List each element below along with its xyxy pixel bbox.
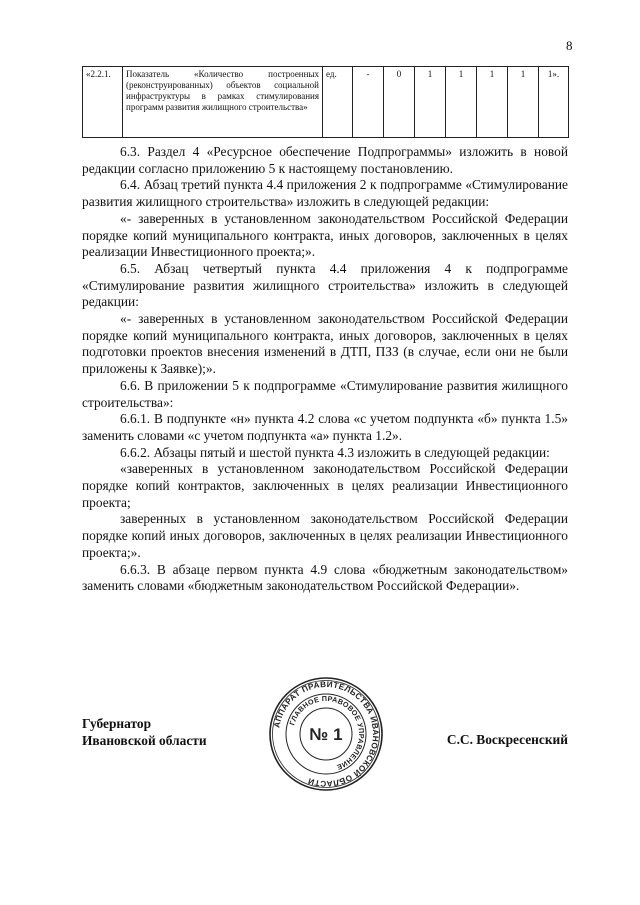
indicator-value: 1 <box>446 67 477 138</box>
table-row <box>83 67 569 138</box>
document-body <box>82 144 568 595</box>
indicator-value: 1 <box>477 67 508 138</box>
paragraph-6-3: 6.3. Раздел 4 «Ресурсное обеспечение Подпрограммы» изложить в новой редакции согласно приложению 5 к настоящему постановлению. <box>82 144 568 176</box>
indicator-value: 1 <box>415 67 446 138</box>
indicator-unit: ед. <box>323 67 353 138</box>
indicator-value: - <box>353 67 384 138</box>
paragraph-6-6-3: 6.6.3. В абзаце первом пункта 4.9 слова «бюджетным законодательством» заменить словами «бюджетным законодательством Российской Федерации». <box>82 561 568 594</box>
official-seal-icon <box>268 676 384 792</box>
paragraph-quote: «заверенных в установленном законодательством Российской Федерации порядке копий контрактов, заключенных в целях реализации Инвестиционного проекта; <box>82 461 568 510</box>
page-number: 8 <box>566 38 573 53</box>
paragraph-6-5: 6.5. Абзац четвертый пункта 4.4 приложения 4 к подпрограмме «Стимулирование развития жилищного строительства» изложить в следующей редакции: <box>82 260 568 310</box>
paragraph-quote: заверенных в установленном законодательством Российской Федерации порядке копий иных договоров, заключенных в целях реализации Инвестиционного проекта;». <box>82 511 568 560</box>
paragraph-quote: «- заверенных в установленном законодательством Российской Федерации порядке копий муниципального контракта, иных договоров, заключенных в целях реализации Инвестиционного проекта;». <box>82 210 568 260</box>
paragraph-6-6-1: 6.6.1. В подпункте «н» пункта 4.2 слова «с учетом подпункта «б» пункта 1.5» заменить словами «с учетом подпункта «а» пункта 1.2». <box>82 411 568 443</box>
seal-inner-text: ГЛАВНОЕ ПРАВОВОЕ УПРАВЛЕНИЕ <box>287 693 367 772</box>
indicator-value: 1». <box>539 67 569 138</box>
seal-number: № 1 <box>309 725 343 744</box>
signatory-name: С.С. Воскресенский <box>446 732 568 747</box>
indicator-value: 0 <box>384 67 415 138</box>
signatory-title-line: Ивановской области <box>82 733 207 748</box>
paragraph-quote: «- заверенных в установленном законодательством Российской Федерации порядке копий муниципального контракта, иных договоров, заключенных в целях подготовки проектов внесения изменений в ДТП, ПЗЗ (в случае, если они не были приложены к Заявке);». <box>82 311 568 377</box>
paragraph-6-4: 6.4. Абзац третий пункта 4.4 приложения 2 к подпрограмме «Стимулирование развития жилищного строительства» изложить в следующей редакции: <box>82 177 568 210</box>
indicator-table <box>82 66 569 138</box>
seal-outer-text: АППАРАТ ПРАВИТЕЛЬСТВА ИВАНОВСКОЙ ОБЛАСТИ <box>272 679 381 789</box>
indicator-code: «2.2.1. <box>83 67 123 138</box>
signatory-title <box>82 715 207 749</box>
indicator-value: 1 <box>508 67 539 138</box>
indicator-description: Показатель «Количество построенных (реконструированных) объектов социальной инфраструктуры в рамках стимулирования программ развития жилищного строительства» <box>123 67 323 138</box>
paragraph-6-6-2: 6.6.2. Абзацы пятый и шестой пункта 4.3 изложить в следующей редакции: <box>120 444 550 460</box>
paragraph-6-6: 6.6. В приложении 5 к подпрограмме «Стимулирование развития жилищного строительства»: <box>82 377 568 410</box>
signatory-title-line: Губернатор <box>82 716 152 731</box>
